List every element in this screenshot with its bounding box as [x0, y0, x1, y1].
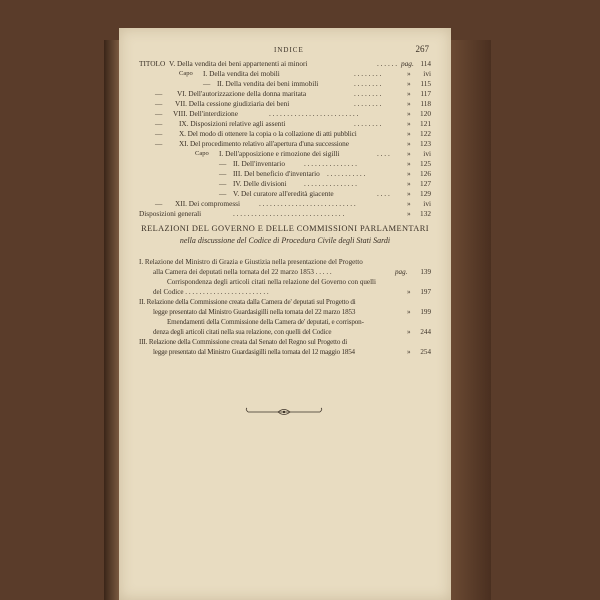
toc-entry: — V. Del curatore all'eredità giacente . . . . » 129	[219, 189, 431, 198]
relazione-page: 139	[420, 268, 431, 277]
toc-entry: — VII. Della cessione giudiziaria dei beni . . . . . . . . » 118	[155, 99, 431, 108]
toc-leader: . . . . . . . .	[354, 99, 382, 108]
toc-label: VII. Della cessione giudiziaria dei beni	[175, 99, 290, 108]
toc-leader: . . . .	[377, 189, 390, 198]
relazione-entry: II. Relazione della Commissione creata dalla Camera de' deputati sul Progetto di legge presentato dal Ministro Guardasigilli nella tornata del 22 marzo 1853 » 199	[139, 298, 431, 317]
ornament-divider	[244, 406, 324, 418]
toc-page: 129	[420, 189, 431, 198]
relazione-page: 254	[420, 348, 431, 357]
toc-label: XI. Del procedimento relativo all'apertura d'una successione	[179, 139, 349, 148]
toc-label: II. Dell'inventario	[233, 159, 285, 168]
book-binding-left	[104, 40, 119, 600]
toc-leader: . . . . . . . .	[354, 119, 382, 128]
toc-entry: Disposizioni generali . . . . . . . . . . . . . . . . . . . . . . . . . . . . . . . » 132	[139, 209, 431, 218]
toc-label: IX. Disposizioni relative agli assenti	[179, 119, 286, 128]
toc-leader: . . . . . . . . . . . . . . .	[304, 159, 357, 168]
toc-leader: . . . . . . . .	[354, 89, 382, 98]
relazione-entry: III. Relazione della Commissione creata dal Senato del Regno sul Progetto di legge presentato dal Ministro Guardasigilli nella tornata del 12 maggio 1854 » 254	[139, 338, 431, 357]
toc-entry: — III. Del beneficio d'inventario . . . . . . . . . . . » 126	[219, 169, 431, 178]
toc-page: 118	[420, 99, 431, 108]
toc-label: V. Del curatore all'eredità giacente	[233, 189, 334, 198]
toc-page: 123	[420, 139, 431, 148]
book-binding-right	[451, 40, 491, 600]
toc-page: 122	[420, 129, 431, 138]
toc-page: 127	[420, 179, 431, 188]
relazione-entry: I. Relazione del Ministro di Grazia e Giustizia nella presentazione del Progetto alla Camera dei deputati nella tornata del 22 marzo 1853 . . . . . pag. 139	[139, 258, 431, 277]
section-subtitle: nella discussione del Codice di Procedura Civile degli Stati Sardi	[179, 236, 391, 245]
toc-label: I. Dell'apposizione e rimozione dei sigilli	[219, 149, 340, 158]
relazione-page: 199	[420, 308, 431, 317]
toc-leader: . . . . . .	[377, 59, 398, 68]
toc-leader: . . . . . . . . . . . . . . . . . . . . . . . . .	[269, 109, 359, 118]
toc-entry: — VI. Dell'autorizzazione della donna maritata . . . . . . . . » 117	[155, 89, 431, 98]
section-title: RELAZIONI DEL GOVERNO E DELLE COMMISSIONI PARLAMENTARI	[141, 224, 429, 233]
toc-entry: — VIII. Dell'interdizione . . . . . . . . . . . . . . . . . . . . . . . . . » 120	[155, 109, 431, 118]
toc-leader: . . . .	[377, 149, 390, 158]
toc-page: 114	[420, 59, 431, 68]
toc-entry: TITOLO V. Della vendita dei beni appartenenti ai minori . . . . . . pag. 114	[139, 59, 431, 68]
toc-entry: Capo I. Della vendita dei mobili . . . . . . . . » ivi	[179, 69, 431, 78]
toc-page: 132	[420, 209, 431, 218]
running-header	[119, 46, 451, 58]
relazione-entry: Corrispondenza degli articoli citati nella relazione del Governo con quelli del Codice . . . . . . . . . . . . . . . . . . . . . . . . » 197	[153, 278, 431, 297]
page-number: 267	[415, 44, 429, 54]
toc-entry: — II. Dell'inventario . . . . . . . . . . . . . . . » 125	[219, 159, 431, 168]
toc-label: III. Del beneficio d'inventario	[233, 169, 320, 178]
toc-label: X. Del modo di ottenere la copia o la collazione di atti pubblici	[179, 129, 357, 138]
toc-leader: . . . . . . . . . . .	[327, 169, 366, 178]
toc-leader: . . . . . . . . . . . . . . . . . . . . . . . . . . . . . . .	[233, 209, 345, 218]
toc-page: 120	[420, 109, 431, 118]
toc-label: IV. Delle divisioni	[233, 179, 287, 188]
toc-page: 125	[420, 159, 431, 168]
toc-leader: . . . . . . . . . . . . . . . . . . . . . . . . . . .	[259, 199, 356, 208]
toc-page: ivi	[423, 199, 431, 208]
toc-entry: — IV. Delle divisioni . . . . . . . . . . . . . . . » 127	[219, 179, 431, 188]
toc-entry: — X. Del modo di ottenere la copia o la collazione di atti pubblici » 122	[155, 129, 431, 138]
toc-leader: . . . . . . . . . . . . . . .	[304, 179, 357, 188]
toc-label: I. Della vendita dei mobili	[203, 69, 280, 78]
toc-label: VI. Dell'autorizzazione della donna maritata	[177, 89, 307, 98]
toc-leader: . . . . . . . .	[354, 69, 382, 78]
toc-label: V. Della vendita dei beni appartenenti ai minori	[169, 59, 308, 68]
toc-entry: Capo I. Dell'apposizione e rimozione dei sigilli . . . . » ivi	[195, 149, 431, 158]
toc-label: VIII. Dell'interdizione	[173, 109, 238, 118]
toc-page: ivi	[423, 69, 431, 78]
toc-entry: — II. Della vendita dei beni immobili . . . . . . . . » 115	[203, 79, 431, 88]
toc-label: XII. Dei compromessi	[175, 199, 241, 208]
toc-page: 121	[420, 119, 431, 128]
toc-label: Disposizioni generali	[139, 209, 202, 218]
toc-page: 126	[420, 169, 431, 178]
toc-entry: — XII. Dei compromessi . . . . . . . . . . . . . . . . . . . . . . . . . . . » ivi	[155, 199, 431, 208]
relazione-entry: Emendamenti della Commissione della Camera de' deputati, e corrispon- denza degli articoli citati nella sua relazione, con quelli del Codice » 244	[153, 318, 431, 337]
toc-entry: — IX. Disposizioni relative agli assenti . . . . . . . . » 121	[155, 119, 431, 128]
toc-page: 115	[420, 79, 431, 88]
toc-label: II. Della vendita dei beni immobili	[217, 79, 319, 88]
toc-leader: . . . . . . . .	[354, 79, 382, 88]
book-page	[119, 28, 451, 600]
toc-page: 117	[420, 89, 431, 98]
relazione-page: 197	[420, 288, 431, 297]
header-label: INDICE	[274, 46, 304, 54]
toc-page: ivi	[423, 149, 431, 158]
relazione-page: 244	[420, 328, 431, 337]
toc-entry: — XI. Del procedimento relativo all'apertura d'una successione » 123	[155, 139, 431, 148]
